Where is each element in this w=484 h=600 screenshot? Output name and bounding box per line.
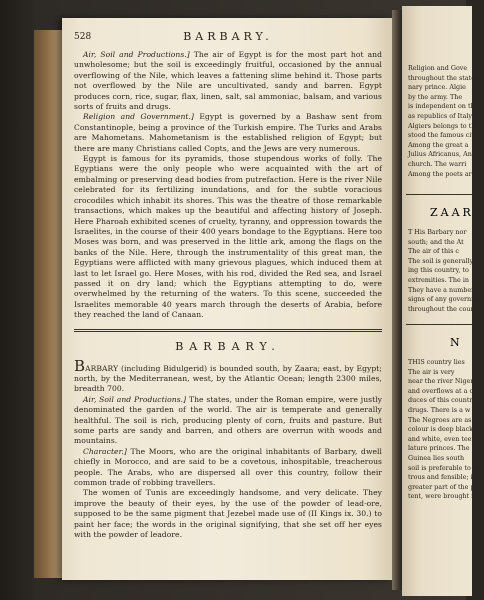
text-line: The air is very (408, 367, 455, 376)
left-page-fore-edge (34, 30, 64, 578)
text-line: tent, were brought f (408, 492, 474, 501)
left-page-content (74, 28, 382, 540)
sidehead: Character.] (83, 446, 127, 456)
text-line: church. The warri (408, 159, 467, 168)
section-rule (406, 324, 472, 325)
text-line: Among the poets are, (408, 169, 478, 178)
text-line: Religion and Gove (408, 64, 468, 72)
right-page-block-3 (408, 358, 482, 502)
text-line: is independent on th (408, 102, 475, 111)
paragraph (74, 50, 382, 112)
text-line: greater part of the po (408, 482, 479, 491)
left-page (62, 18, 392, 580)
section-rule (74, 331, 382, 332)
paragraph (74, 112, 382, 154)
paragraph-text: Egypt is famous for its pyramids, those stupendous works of folly. The Egyptians were the only people who were acquainted with the art of embalming or preserving dead bodies from putrefaction. Here is the river Nile celebrated for its fertilizing inundations, and for the subtle voracious crocodiles which inhabit its shores. This was the theatre of those remarkable transactions, which makes up the beautiful and affecting history of Joseph. Here Pharoah exhibited scenes of cruelty, tyranny, and oppression towards the Israelites, in the course of their 400 years bondage to the Egyptians. Here too Moses was born, and was preserved in the little ark, among the flags on the banks of the Nile. Here, through the instrumentality of this great man, the Egyptians were afflicted with many grievous plagues, which induced them at last to let Israel go. Here Moses, with his rod, divided the Red sea, and Israel passed it on dry land; which the Egyptians attempting to do, were overwhelmed by the returning of the waters. To this scene, succeeded the Israelites memorable 40 years march through the deserts of Arabia, before they reached the land of Canaan. (74, 154, 382, 320)
text-line: drugs. There is a w (408, 405, 471, 414)
text-line: lature princes. The (408, 444, 470, 453)
text-line: south; and the At (408, 237, 464, 246)
paragraph (74, 395, 382, 447)
section-title-n: N (450, 336, 463, 349)
text-line: throughout the country (408, 304, 484, 313)
text-line: colour is deep black, (408, 425, 476, 434)
text-line: THIS country lies (408, 358, 465, 366)
page-number: 528 (74, 32, 92, 42)
barbary-section (74, 356, 383, 541)
paragraph-text: The air of Egypt is for the most part hot and unwholesome; but the soil is exceedingly fruitful, occasioned by the annual overflowing of the Nile, which leaves a fattening slime behind it. Those parts not overflowed by the Nile are uncultivated, sandy and barren. Egypt produces corn, rice, sugar, flax, linen, salt, sal ammoniac, balsam, and various sorts of fruits and drugs. (74, 50, 382, 112)
text-line: They have a number (408, 285, 475, 294)
text-line: Among the great a (408, 140, 469, 149)
text-line: T His Barbary nor (408, 228, 467, 236)
text-line: The air of this c (408, 247, 459, 256)
paragraph (74, 356, 382, 395)
section-title: BARBARY. (175, 339, 281, 353)
paragraph-text: The states, under the Roman empire, were justly denominated the garden of the world. The air is temperate and generally healthful. The soil is rich, producing plenty of corn, fruits and pasture. But some parts are sandy and barren, and others are overrun with woods and mountains. (74, 394, 383, 446)
text-line: throughout the states (408, 73, 479, 82)
text-line: Julius Africanus, An (408, 150, 472, 159)
text-line: The soil is generally (408, 256, 474, 265)
text-line: signs of any governme (408, 295, 481, 304)
sidehead: Air, Soil and Productions.] (83, 394, 187, 404)
paragraph-text: The women of Tunis are exceedingly handsome, and very delicate. They improve the beauty of their eyes, by the use of the powder of lead-ore, supposed to be the same pigment that Jezebel made use of (II Kings ix. 30.) to paint her face; the words in the original signifying, that she set off her eyes with the powder of leadore. (74, 488, 382, 540)
paragraph-text: Egypt is governed by a Bashaw sent from Constantinople, being a province of the Turkish empire. The Turks and Arabs are Mahometans. Mahometanism is the established religion of Egypt; but there are many Christians called Copts, and the Jews are very numerous. (74, 112, 382, 153)
text-line: nary prince. Algie (408, 83, 466, 92)
right-page (402, 6, 484, 596)
text-line: Algiers belongs to th (408, 121, 476, 130)
section-rule (406, 194, 472, 195)
paragraph-text: ARBARY (including Bidulgerid) is bounded south, by Zaara; east, by Egypt; north, by the Mediterranean, west, by the Atlantic Ocean; length 2300 miles, breadth 700. (74, 363, 382, 394)
paragraph (74, 488, 382, 540)
text-line: trous and fensible; in (408, 473, 477, 482)
text-line: extremities. The in (408, 275, 469, 284)
text-line: and overflows at a cer (408, 386, 480, 395)
section-title-zaara: ZAAR (430, 206, 474, 219)
right-page-block-2 (408, 228, 484, 314)
text-line: and white, even teeth (408, 434, 479, 443)
text-line: duces of this country a (408, 396, 482, 405)
right-page-block-1 (408, 64, 479, 179)
text-line: Guinea lies south (408, 453, 465, 462)
text-line: near the river Niger, (408, 377, 475, 386)
drop-cap: B (74, 356, 86, 375)
running-header (74, 28, 382, 50)
text-line: as republics of Italy (408, 111, 473, 120)
text-line: by the army. The (408, 92, 463, 101)
paragraph (74, 154, 382, 321)
text-line: stood the famous city (408, 131, 478, 140)
section-rule (74, 329, 382, 330)
sidehead: Air, Soil and Productions.] (83, 50, 190, 59)
paragraph-text: The Moors, who are the original inhabitants of Barbary, dwell chiefly in Morocco, and are said to be a covetous, inhospitable, treacherous people. The Arabs, who are dispersed all over this country, follow their common trade of robbing travellers. (74, 446, 382, 488)
text-line: ing this country, to (408, 266, 469, 275)
text-line: soil is preferable to th (408, 463, 480, 472)
text-line: The Negroes are as (408, 415, 472, 424)
running-title: BARBARY. (183, 30, 273, 43)
sidehead: Religion and Government.] (83, 112, 195, 122)
paragraph (74, 447, 382, 489)
egypt-section (74, 50, 382, 321)
